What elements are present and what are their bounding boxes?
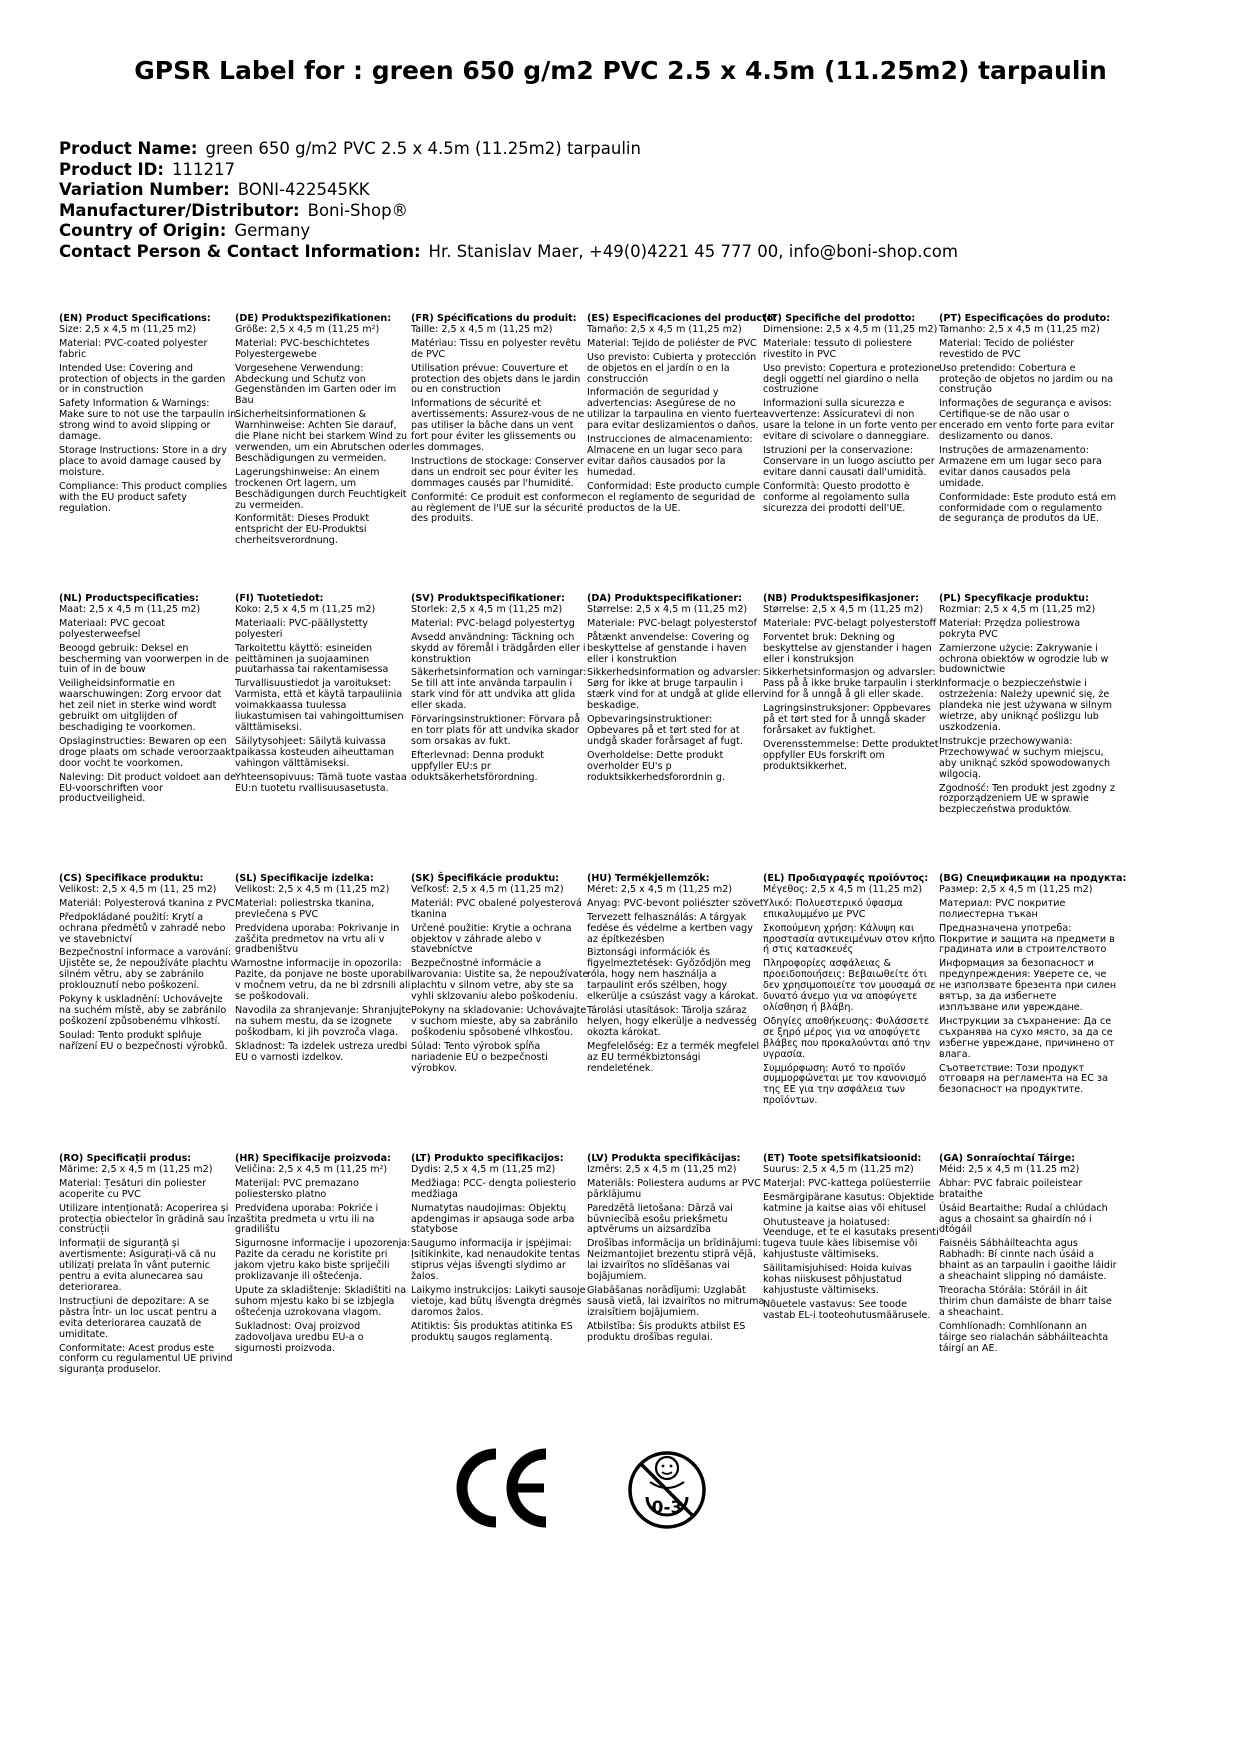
spec-paragraph: Maat: 2,5 x 4,5 m (11,25 m2) xyxy=(59,603,201,615)
spec-paragraph: Размер: 2,5 x 4,5 m (11,25 m2) xyxy=(939,883,1093,895)
spec-paragraph: Koko: 2,5 x 4,5 m (11,25 m2) xyxy=(235,603,376,615)
spec-paragraph: Materjal: PVC-kattega polüesterriie xyxy=(763,1177,931,1189)
product-info-label: Contact Person & Contact Information: xyxy=(59,241,421,261)
spec-paragraph: Lagerungshinweise: An einem trockenen Ort lagern, um Beschädigungen durch Feuchtigkeit zu vermeiden. xyxy=(235,466,407,511)
spec-paragraph: Υλικό: Πολυεστερικό ύφασμα επικαλυμμένο με PVC xyxy=(763,897,903,920)
spec-paragraph: Dydis: 2,5 x 4,5 m (11,25 m2) xyxy=(411,1163,556,1175)
product-info-line xyxy=(59,160,1199,181)
spec-paragraph: Mărime: 2,5 x 4,5 m (11,25 m2) xyxy=(59,1163,213,1175)
spec-paragraph: Atbilstība: Šis produkts atbilst ES produktu drošības regulai. xyxy=(587,1320,746,1343)
spec-paragraph: Предназначена употреба: Покритие и защита на предмети в градината или в строителството xyxy=(939,922,1115,956)
spec-block xyxy=(763,314,941,517)
spec-paragraph: Съответствие: Този продукт отговаря на регламента на ЕС за безопасност на продуктите. xyxy=(939,1062,1108,1096)
spec-block xyxy=(59,874,237,1056)
spec-paragraph: Tárolási utasítások: Tárolja száraz helyen, hogy elkerülje a nedvesség okozta károkat. xyxy=(587,1004,757,1038)
spec-paragraph: Storlek: 2,5 x 4,5 m (11,25 m2) xyxy=(411,603,563,615)
spec-paragraph: Treoracha Stórála: Stóráil in áit thirim chun damáiste de bharr taise a sheachaint. xyxy=(939,1284,1112,1318)
spec-paragraph: Určené použitie: Krytie a ochrana objektov v záhrade alebo v stavebníctve xyxy=(411,922,572,956)
spec-block xyxy=(411,1154,589,1347)
product-info-line xyxy=(59,242,1199,263)
spec-block xyxy=(587,1154,765,1347)
spec-paragraph: Materiale: tessuto di poliestere rivestito in PVC xyxy=(763,337,912,360)
spec-paragraph: Material: PVC-beschichtetes Polyestergewebe xyxy=(235,337,370,360)
spec-paragraph: Předpokládané použití: Krytí a ochrana předmětů v zahradě nebo ve stavebnictví xyxy=(59,911,226,945)
product-info xyxy=(59,139,1199,262)
spec-paragraph: Material: PVC-coated polyester fabric xyxy=(59,337,208,360)
spec-heading: (DE) Produktspezifikationen: xyxy=(235,313,392,324)
spec-paragraph: Инструкции за съхранение: Да се съхранява на сухо място, за да се избегне увреждане, причинено от влага. xyxy=(939,1015,1115,1060)
spec-paragraph: Información de seguridad y advertencias: Asegúrese de no utilizar la tarpaulina en viento fuerte para evitar deslizamientos o daños. xyxy=(587,387,764,432)
product-info-value: 111217 xyxy=(171,159,235,179)
product-info-line xyxy=(59,221,1199,242)
spec-paragraph: Förvaringsinstruktioner: Förvara på en torr plats för att undvika skador som orsakas av fukt. xyxy=(411,714,581,747)
spec-paragraph: Material: Țesături din poliester acoperite cu PVC xyxy=(59,1177,207,1200)
spec-heading: (EN) Product Specifications: xyxy=(59,313,211,324)
spec-paragraph: Velikost: 2,5 x 4,5 m (11, 25 m2) xyxy=(59,883,217,895)
product-info-line xyxy=(59,201,1199,222)
spec-paragraph: Velikost: 2,5 x 4,5 m (11,25 m2) xyxy=(235,883,390,895)
spec-paragraph: Tervezett felhasználás: A tárgyak fedése és védelme a kertben vagy az építkezésben xyxy=(587,911,753,945)
spec-paragraph: Материал: PVC покритие полиестерна тъкан xyxy=(939,897,1066,920)
spec-paragraph: Medžiaga: PCC- dengta poliesterio medžiaga xyxy=(411,1177,576,1200)
spec-heading: (NL) Productspecificaties: xyxy=(59,593,199,604)
spec-block xyxy=(939,1154,1117,1357)
spec-block xyxy=(235,1154,413,1357)
spec-paragraph: Uso pretendido: Cobertura e proteção de objetos no jardim ou na construção xyxy=(939,362,1114,396)
spec-paragraph: Uso previsto: Copertura e protezione degli oggetti nel giardino o nella costruzione xyxy=(763,362,941,396)
spec-paragraph: Turvallisuustiedot ja varoitukset: Varmista, että et käytä tarpauliinia voimakkaassa tuulessa liukastumisen tai vahingoittumisen välttämiseksi. xyxy=(235,678,404,733)
spec-paragraph: Säkerhetsinformation och varningar: Se till att inte använda tarpaulin i stark vind för att undvika att glida eller skada. xyxy=(411,667,587,712)
spec-paragraph: Conformitate: Acest produs este conform cu regulamentul UE privind siguranța produselor. xyxy=(59,1342,233,1376)
spec-paragraph: Méret: 2,5 x 4,5 m (11,25 m2) xyxy=(587,883,733,895)
spec-paragraph: Suurus: 2,5 x 4,5 m (11,25 m2) xyxy=(763,1163,914,1175)
spec-paragraph: Naleving: Dit product voldoet aan de EU-voorschriften voor productveiligheid. xyxy=(59,771,236,805)
spec-paragraph: Conformità: Questo prodotto è conforme al regolamento sulla sicurezza dei prodotti dell'UE. xyxy=(763,480,910,514)
spec-paragraph: Sigurnosne informacije i upozorenja: Pazite da ceradu ne koristite pri jakom vjetru kako biste spriječili proklizavanje ili oštećenja. xyxy=(235,1238,411,1283)
spec-paragraph: Οδηγίες αποθήκευσης: Φυλάσσετε σε ξηρό μέρος για να αποφύγετε βλάβες που προκαλούνται από την υγρασία. xyxy=(763,1015,931,1060)
spec-paragraph: Συμμόρφωση: Αυτό το προϊόν συμμορφώνεται με τον κανονισμό της ΕΕ για την ασφάλεια των προϊόντων. xyxy=(763,1062,927,1107)
spec-heading: (PL) Specyfikacje produktu: xyxy=(939,593,1089,604)
spec-heading: (NB) Produktspesifikasjoner: xyxy=(763,593,920,604)
spec-paragraph: Ábhar: PVC fabraic poileistear brataithe xyxy=(939,1177,1083,1200)
spec-block xyxy=(763,1154,941,1325)
spec-paragraph: Pokyny k uskladnění: Uchovávejte na suchém místě, aby se zabránilo poškození způsobenému vlhkostí. xyxy=(59,994,227,1027)
spec-heading: (PT) Especificações do produto: xyxy=(939,313,1111,324)
spec-heading: (HU) Termékjellemzők: xyxy=(587,873,710,884)
spec-paragraph: Predviđena uporaba: Pokriće i zaštita predmeta u vrtu ili na gradilištu xyxy=(235,1202,379,1236)
spec-heading: (GA) Sonraíochtaí Táirge: xyxy=(939,1153,1076,1164)
spec-paragraph: Materiale: PVC-belagt polyesterstoff xyxy=(763,617,937,629)
spec-paragraph: Instrucciones de almacenamiento: Almacene en un lugar seco para evitar daños causados por la humedad. xyxy=(587,434,753,478)
spec-paragraph: Súlad: Tento výrobok spĺňa nariadenie EÚ o bezpečnosti výrobkov. xyxy=(411,1040,548,1074)
spec-heading: (ES) Especificaciones del producto: xyxy=(587,313,778,324)
spec-block xyxy=(411,594,589,787)
spec-block xyxy=(587,313,778,517)
spec-paragraph: Pokyny na skladovanie: Uchovávajte v suchom mieste, aby sa zabránilo poškodeniu spôsobené vlhkosťou. xyxy=(411,1004,587,1038)
spec-heading: (DA) Produktspecifikationer: xyxy=(587,593,742,604)
product-info-label: Manufacturer/Distributor: xyxy=(59,200,300,220)
product-info-value: Hr. Stanislav Maer, +49(0)4221 45 777 00, info@boni-shop.com xyxy=(428,241,958,261)
spec-paragraph: Materijal: PVC premazano poliestersko platno xyxy=(235,1177,359,1200)
spec-paragraph: Beoogd gebruik: Deksel en bescherming van voorwerpen in de tuin of in de bouw xyxy=(59,642,229,676)
product-info-value: green 650 g/m2 PVC 2.5 x 4.5m (11.25m2) tarpaulin xyxy=(205,139,641,158)
spec-paragraph: Ohutusteave ja hoiatused: Veenduge, et te ei kasutaks presenti tugeva tuule käes libisemise või kahjustuste vältimiseks. xyxy=(763,1216,939,1261)
ce-mark-icon xyxy=(452,1448,552,1528)
spec-paragraph: Informazioni sulla sicurezza e avvertenze: Assicuratevi di non usare la telone in un forte vento per evitare di scivolare o danneggiare. xyxy=(763,398,937,443)
product-info-value: BONI-422545KK xyxy=(237,180,370,199)
spec-paragraph: Matériau: Tissu en polyester revêtu de PVC xyxy=(411,337,581,360)
spec-paragraph: Numatytas naudojimas: Objektų apdengimas ir apsauga sode arba statybose xyxy=(411,1202,575,1236)
spec-paragraph: Efterlevnad: Denna produkt uppfyller EU:s pr oduktsäkerhetsförordning. xyxy=(411,749,545,783)
spec-paragraph: Påtænkt anvendelse: Covering og beskyttelse af genstande i haven eller i konstruktion xyxy=(587,631,750,665)
spec-paragraph: Materiál: PVC obalené polyesterová tkanina xyxy=(411,897,582,920)
spec-heading: (LV) Produkta specifikācijas: xyxy=(587,1153,741,1164)
spec-paragraph: Storage Instructions: Store in a dry place to avoid damage caused by moisture. xyxy=(59,444,228,478)
spec-block xyxy=(939,314,1117,528)
spec-paragraph: Soulad: Tento produkt splňuje nařízení EU o bezpečnosti výrobků. xyxy=(59,1029,228,1052)
spec-paragraph: Informații de siguranță și avertismente: Asigurați-vă că nu utilizați prelata în vânt puternic pentru a evita alunecarea sau deteriorarea. xyxy=(59,1238,216,1293)
spec-paragraph: Veličina: 2,5 x 4,5 m (11,25 m²) xyxy=(235,1163,388,1175)
spec-paragraph: Izmērs: 2,5 x 4,5 m (11,25 m2) xyxy=(587,1163,737,1175)
spec-paragraph: Material: PVC-belagd polyestertyg xyxy=(411,617,575,629)
spec-paragraph: Säilitamisjuhised: Hoida kuivas kohas niiskusest põhjustatud kahjustuste vältimiseks. xyxy=(763,1263,912,1296)
spec-paragraph: Istruzioni per la conservazione: Conservare in un luogo asciutto per evitare danni causati dall'umidità. xyxy=(763,444,935,478)
spec-paragraph: Tarkoitettu käyttö: esineiden peittäminen ja suojaaminen puutarhassa tai rakentamisessa xyxy=(235,642,389,676)
spec-heading: (EL) Προδιαγραφές προϊόντος: xyxy=(763,873,929,884)
spec-paragraph: Materiał: Przędza poliestrowa pokryta PVC xyxy=(939,617,1081,640)
spec-paragraph: Tamanho: 2,5 x 4,5 m (11,25 m2) xyxy=(939,323,1100,335)
spec-block xyxy=(235,594,413,797)
spec-paragraph: Uso previsto: Cubierta y protección de objetos en el jardín o en la construcción xyxy=(587,351,757,385)
spec-paragraph: Utilizare intenționată: Acoperirea și protecția obiectelor în grădină sau în construcții xyxy=(59,1202,237,1236)
spec-paragraph: Yhteensopivuus: Tämä tuote vastaa EU:n tuotetu rvallisuusasetusta. xyxy=(235,771,407,794)
spec-paragraph: Πληροφορίες ασφάλειας & προειδοποιήσεις: Βεβαιωθείτε ότι δεν χρησιμοποιείτε τον μουσαμά σε δυνατό άνεμο για να αποφύγετε ολίσθηση ή βλάβη. xyxy=(763,958,936,1013)
spec-paragraph: Saugumo informacija ir įspėjimai: Įsitikinkite, kad nenaudokite tentas stiprus vėjas išvengti slydimo ar žalos. xyxy=(411,1238,580,1283)
spec-paragraph: Taille: 2,5 x 4,5 m (11,25 m2) xyxy=(411,323,553,335)
spec-paragraph: Skladnost: Ta izdelek ustreza uredbi EU o varnosti izdelkov. xyxy=(235,1040,408,1063)
spec-heading: (FR) Spécifications du produit: xyxy=(411,313,577,324)
spec-paragraph: Rozmiar: 2,5 x 4,5 m (11,25 m2) xyxy=(939,603,1096,615)
spec-heading: (SV) Produktspecifikationer: xyxy=(411,593,565,604)
spec-heading: (BG) Спецификации на продукта: xyxy=(939,873,1127,884)
spec-paragraph: Avsedd användning: Täckning och skydd av föremål i trädgården eller i konstruktion xyxy=(411,631,586,665)
spec-paragraph: Veľkosť: 2,5 x 4,5 m (11,25 m2) xyxy=(411,883,564,895)
product-info-label: Variation Number: xyxy=(59,180,230,199)
spec-paragraph: Biztonsági információk és figyelmeztetések: Győződjön meg róla, hogy nem használja a tarpaulint erős szélben, hogy elkerülje a csúszást vagy a károkat. xyxy=(587,947,759,1003)
spec-paragraph: Säilytysohjeet: Säilytä kuivassa paikassa kosteuden aiheuttaman vahingon välttämiseksi. xyxy=(235,735,395,769)
product-info-label: Product ID: xyxy=(59,159,164,179)
spec-paragraph: Megfelelőség: Ez a termék megfelel az EU termékbiztonsági rendeletének. xyxy=(587,1040,760,1074)
spec-paragraph: Upute za skladištenje: Skladištiti na suhom mjestu kako bi se izbjegla oštećenja uzrokovana vlagom. xyxy=(235,1284,407,1318)
spec-heading: (SL) Specifikacije izdelka: xyxy=(235,873,374,884)
spec-paragraph: Instrukcje przechowywania: Przechowywać w suchym miejscu, aby uniknąć szkód spowodowanych wilgocią. xyxy=(939,735,1111,780)
spec-paragraph: Conformité: Ce produit est conforme au règlement de l'UE sur la sécurité des produits. xyxy=(411,491,587,525)
spec-paragraph: Sikkerhetsinformasjon og advarsler: Pass på å ikke bruke tarpaulin i sterk vind for å unngå å gli eller skade. xyxy=(763,667,940,701)
spec-paragraph: Size: 2,5 x 4,5 m (11,25 m2) xyxy=(59,323,197,335)
spec-paragraph: Størrelse: 2,5 x 4,5 m (11,25 m2) xyxy=(587,603,748,615)
spec-paragraph: Utilisation prévue: Couverture et protection des objets dans le jardin ou en construction xyxy=(411,362,581,396)
spec-paragraph: Informações de segurança e avisos: Certifique-se de não usar o encerado em vento forte para evitar deslizamento ou danos. xyxy=(939,398,1115,443)
spec-paragraph: Sikkerhedsinformation og advarsler: Sørg for ikke at bruge tarpaulin i stærk vind for at undgå at glide eller beskadige. xyxy=(587,667,764,712)
spec-paragraph: Úsáid Beartaithe: Rudaí a chlúdach agus a chosaint sa ghairdín nó i dtógáil xyxy=(939,1202,1108,1236)
spec-heading: (SK) Špecifikácie produktu: xyxy=(411,873,560,884)
spec-paragraph: Bezpečnostné informácie a varovania: Uistite sa, že nepoužívate plachtu v silnom vetre, aby ste sa vyhli sklzovaniu alebo poškodeniu. xyxy=(411,958,589,1003)
spec-heading: (IT) Specifiche del prodotto: xyxy=(763,313,916,324)
spec-paragraph: Lagringsinstruksjoner: Oppbevares på et tørt sted for å unngå skader forårsaket av fuktighet. xyxy=(763,703,931,736)
spec-paragraph: Méid: 2,5 x 4,5 m (11.25 m2) xyxy=(939,1163,1080,1175)
spec-paragraph: Paredzētā lietošana: Dārzā vai būvniecībā esošu priekšmetu aptvērums un aizsardzība xyxy=(587,1202,733,1236)
spec-block xyxy=(235,314,413,550)
spec-heading: (LT) Produkto specifikacijos: xyxy=(411,1153,564,1164)
spec-paragraph: Atitiktis: Šis produktas atitinka ES produktų saugos reglamentą. xyxy=(411,1320,573,1343)
spec-paragraph: Veiligheidsinformatie en waarschuwingen: Zorg ervoor dat het zeil niet in sterke wind wordt gebruikt om uitglijden of beschadiging te voorkomen. xyxy=(59,678,222,733)
spec-paragraph: Konformität: Dieses Produkt entspricht der EU-Produktsi cherheitsverordnung. xyxy=(235,513,370,547)
spec-paragraph: Zgodność: Ten produkt jest zgodny z rozporządzeniem UE w sprawie bezpieczeństwa produktów. xyxy=(939,782,1115,816)
spec-heading: (ET) Toote spetsifikatsioonid: xyxy=(763,1153,922,1164)
spec-paragraph: Μέγεθος: 2,5 x 4,5 m (11,25 m2) xyxy=(763,883,923,895)
product-info-label: Product Name: xyxy=(59,139,198,158)
product-info-line xyxy=(59,180,1199,201)
spec-heading: (HR) Specifikacije proizvoda: xyxy=(235,1153,391,1164)
spec-paragraph: Intended Use: Covering and protection of objects in the garden or in construction xyxy=(59,362,226,396)
spec-heading: (RO) Specificații produs: xyxy=(59,1153,192,1164)
spec-paragraph: Conformidade: Este produto está em conformidade com o regulamento de segurança de produtos da UE. xyxy=(939,491,1117,525)
spec-paragraph: Material: poliestrska tkanina, prevlečena s PVC xyxy=(235,897,375,920)
spec-paragraph: Tamaño: 2,5 x 4,5 m (11,25 m2) xyxy=(587,323,742,335)
age-range-label: 0-3 xyxy=(651,1498,683,1518)
spec-block xyxy=(59,314,237,517)
spec-paragraph: Nõuetele vastavus: See toode vastab EL-i tooteohutusmäärusele. xyxy=(763,1298,931,1321)
spec-paragraph: Størrelse: 2,5 x 4,5 m (11,25 m2) xyxy=(763,603,924,615)
spec-block xyxy=(939,594,1117,819)
spec-paragraph: Materiaali: PVC-päällystetty polyesteri xyxy=(235,617,369,640)
spec-heading: (CS) Specifikace produktu: xyxy=(59,873,204,884)
spec-paragraph: Drošības informācija un brīdinājumi: Neizmantojiet brezentu stiprā vējā, lai izvairītos no slīdēšanas vai bojājumiem. xyxy=(587,1238,761,1283)
spec-paragraph: Forventet bruk: Dekning og beskyttelse av gjenstander i hagen eller i konstruksjon xyxy=(763,631,932,665)
spec-block xyxy=(411,314,589,528)
spec-block xyxy=(59,594,237,808)
spec-paragraph: Informations de sécurité et avertissements: Assurez-vous de ne pas utiliser la bâche dans un vent fort pour éviter les glissements ou les dommages. xyxy=(411,398,585,453)
page-title: GPSR Label for : green 650 g/m2 PVC 2.5 x 4.5m (11.25m2) tarpaulin xyxy=(134,56,1107,85)
spec-paragraph: Predvidena uporaba: Pokrivanje in zaščita predmetov na vrtu ali v gradbeništvu xyxy=(235,922,400,956)
spec-block xyxy=(59,1154,237,1379)
spec-paragraph: Dimensione: 2,5 x 4,5 m (11,25 m2) xyxy=(763,323,938,335)
spec-paragraph: Materiāls: Poliestera audums ar PVC pārklājumu xyxy=(587,1177,761,1200)
spec-paragraph: Eesmärgipärane kasutus: Objektide katmine ja kaitse aias või ehitusel xyxy=(763,1191,935,1214)
spec-paragraph: Comhlíonadh: Comhlíonann an táirge seo rialachán sábháilteachta táirgí an AE. xyxy=(939,1320,1109,1354)
spec-paragraph: Sicherheitsinformationen & Warnhinweise: Achten Sie darauf, die Plane nicht bei starkem Wind zu verwenden, um ein Abrutschen oder Beschädigungen zu vermeiden. xyxy=(235,409,411,464)
compliance-marks xyxy=(0,1440,1241,1550)
spec-paragraph: Instruções de armazenamento: Armazene em um lugar seco para evitar danos causados pela umidade. xyxy=(939,444,1102,489)
spec-paragraph: Faisnéis Sábháilteachta agus Rabhadh: Bí cinnte nach úsáid a bhaint as an tarpaulin i gaoithe láidir a sheachaint slipping nó damáiste. xyxy=(939,1238,1117,1283)
spec-paragraph: Informacje o bezpieczeństwie i ostrzeżenia: Należy upewnić się, że plandeka nie jest używana w silnym wietrze, aby uniknąć poślizgu lub uszkodzenia. xyxy=(939,678,1112,733)
spec-block xyxy=(411,874,589,1077)
spec-paragraph: Material: Tecido de poliéster revestido de PVC xyxy=(939,337,1075,360)
spec-block xyxy=(235,874,413,1067)
spec-paragraph: Σκοπούμενη χρήση: Κάλυψη και προστασία αντικειμένων στον κήπο ή στις κατασκευές xyxy=(763,922,936,956)
spec-paragraph: Safety Information & Warnings: Make sure to not use the tarpaulin in strong wind to avoid slipping or damage. xyxy=(59,398,237,443)
spec-paragraph: Instrucțiuni de depozitare: A se păstra într- un loc uscat pentru a evita deteriorarea cauzată de umiditate. xyxy=(59,1295,217,1340)
spec-paragraph: Sukladnost: Ovaj proizvod zadovoljava uredbu EU-a o sigurnosti proizvoda. xyxy=(235,1320,364,1354)
product-info-line xyxy=(59,139,1199,160)
spec-paragraph: Overensstemmelse: Dette produktet oppfyller EUs forskrift om produktsikkerhet. xyxy=(763,738,939,772)
spec-paragraph: Информация за безопасност и предупреждения: Уверете се, че не използвате брезента при силен вятър, за да избегнете изплъзване или увреждане. xyxy=(939,958,1117,1013)
spec-paragraph: Materiale: PVC-belagt polyesterstof xyxy=(587,617,757,629)
product-info-value: Boni-Shop® xyxy=(307,200,409,220)
spec-paragraph: Glabāšanas norādījumi: Uzglabāt sausā vietā, lai izvairītos no mitruma izraisītiem bojājumiem. xyxy=(587,1284,765,1318)
spec-paragraph: Laikymo instrukcijos: Laikyti sausoje vietoje, kad būtų išvengta drėgmės daromos žalos. xyxy=(411,1284,586,1318)
product-info-value: Germany xyxy=(234,221,311,240)
spec-paragraph: Anyag: PVC-bevont poliészter szövet xyxy=(587,897,764,909)
spec-block xyxy=(587,874,765,1077)
spec-paragraph: Materiál: Polyesterová tkanina z PVC xyxy=(59,897,235,909)
spec-paragraph: Conformidad: Este producto cumple con el reglamento de seguridad de productos de la UE. xyxy=(587,480,760,514)
spec-paragraph: Navodila za shranjevanje: Shranjujte na suhem mestu, da se izognete poškodbam, ki jih povzroča vlaga. xyxy=(235,1004,412,1038)
spec-paragraph: Bezpečnostní informace a varování: Ujistěte se, že nepoužíváte plachtu v silném větru, aby se zabránilo proklouznutí nebo poškození. xyxy=(59,947,237,992)
product-info-label: Country of Origin: xyxy=(59,221,227,240)
spec-block xyxy=(939,873,1127,1099)
spec-paragraph: Opbevaringsinstruktioner: Opbevares på et tørt sted for at undgå skader forårsaget af fugt. xyxy=(587,714,743,747)
spec-paragraph: Zamierzone użycie: Zakrywanie i ochrona obiektów w ogrodzie lub w budownictwie xyxy=(939,642,1109,676)
spec-block xyxy=(763,594,941,776)
spec-paragraph: Größe: 2,5 x 4,5 m (11,25 m²) xyxy=(235,323,380,335)
spec-paragraph: Materiaal: PVC gecoat polyesterweefsel xyxy=(59,617,166,640)
spec-paragraph: Overholdelse: Dette produkt overholder EU's p roduktsikkerhedsforordnin g. xyxy=(587,749,726,783)
spec-block xyxy=(763,874,941,1110)
spec-paragraph: Compliance: This product complies with the EU product safety regulation. xyxy=(59,480,228,514)
spec-paragraph: Vorgesehene Verwendung: Abdeckung und Schutz von Gegenständen im Garten oder im Bau xyxy=(235,362,397,407)
spec-paragraph: Instructions de stockage: Conserver dans un endroit sec pour éviter les dommages causés par l'humidité. xyxy=(411,455,584,489)
spec-block xyxy=(587,594,765,787)
spec-paragraph: Opslaginstructies: Bewaren op een droge plaats om schade veroorzaakt door vocht te voorkomen. xyxy=(59,735,235,769)
spec-heading: (FI) Tuotetiedot: xyxy=(235,593,324,604)
spec-paragraph: Material: Tejido de poliéster de PVC xyxy=(587,337,757,349)
spec-paragraph: Varnostne informacije in opozorila: Pazite, da ponjave ne boste uporabili v močnem vetru, da ne bi zdrsnili ali se poškodovali. xyxy=(235,958,413,1003)
not-for-children-0-3-icon xyxy=(626,1442,708,1538)
